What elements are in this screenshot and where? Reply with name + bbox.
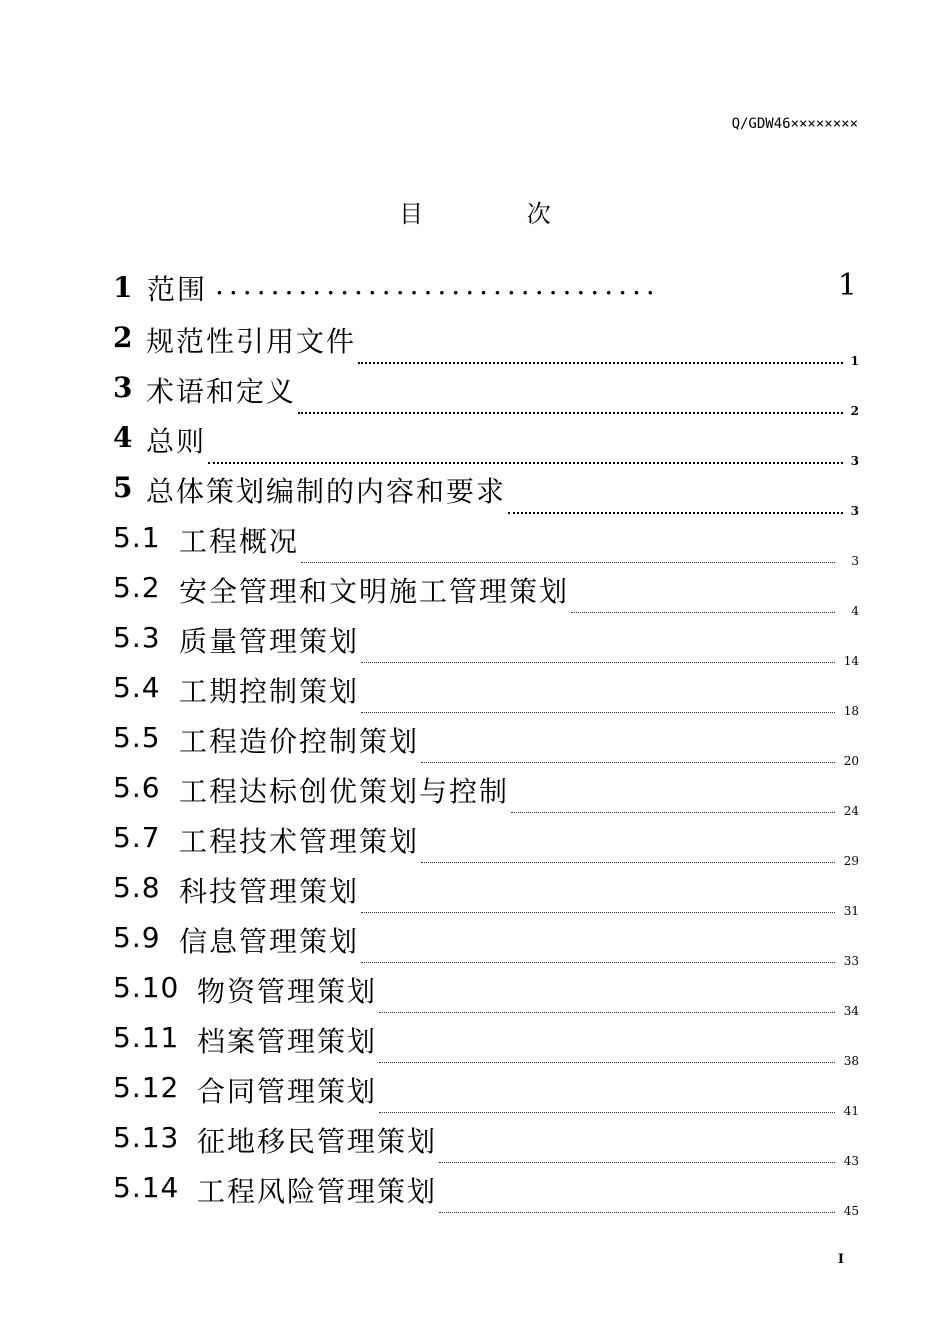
- toc-entry-title: 物资管理策划: [197, 975, 378, 1008]
- toc-entry-title: 总体策划编制的内容和要求: [146, 475, 507, 508]
- toc-entry-number: 5.7: [113, 821, 161, 854]
- toc-leader-dots: [421, 862, 835, 863]
- toc-entry[interactable]: [113, 966, 859, 1016]
- toc-entry-page: 1: [850, 354, 859, 368]
- toc-entry[interactable]: [113, 866, 859, 916]
- toc-entry[interactable]: [113, 616, 859, 666]
- toc-entry-title: 工期控制策划: [179, 675, 360, 708]
- toc-entry-title: 工程概况: [179, 525, 300, 558]
- toc-leader-dots: [439, 1162, 835, 1163]
- toc-leader-dots: [421, 762, 835, 763]
- toc-entry-title: 合同管理策划: [197, 1075, 378, 1108]
- toc-entry-number: 4: [113, 421, 133, 454]
- toc-entry-number: 2: [113, 321, 133, 354]
- toc-leader-dots: [511, 812, 835, 813]
- toc-entry-number: 5.5: [113, 721, 161, 754]
- toc-entry[interactable]: [113, 766, 859, 816]
- toc-entry-page: 14: [843, 654, 859, 668]
- toc-entry-page: 1: [837, 268, 857, 303]
- toc-entry-number: 5: [113, 471, 133, 504]
- toc-entry-number: 5.13: [113, 1121, 180, 1154]
- toc-entry-1[interactable]: [113, 266, 859, 316]
- toc-entry-page: 2: [850, 404, 859, 418]
- toc-entry-number: 5.14: [113, 1171, 180, 1204]
- toc-entry-title: 工程造价控制策划: [179, 725, 420, 758]
- toc-entry-number: 5.10: [113, 971, 180, 1004]
- toc-entry-page: 29: [843, 854, 859, 868]
- toc-entry[interactable]: [113, 316, 859, 366]
- toc-entry-title: 安全管理和文明施工管理策划: [179, 575, 570, 608]
- toc-entry-number: 5.8: [113, 871, 161, 904]
- toc-leader-dots: [379, 1062, 835, 1063]
- toc-entry-title: 征地移民管理策划: [197, 1125, 438, 1158]
- toc-entry-number: 5.11: [113, 1021, 180, 1054]
- toc-entry-number: 5.9: [113, 921, 161, 954]
- toc-entry-number: 5.1: [113, 521, 161, 554]
- toc-entry-page: 38: [843, 1054, 859, 1068]
- toc-leader-dots: [379, 1112, 835, 1113]
- toc-entry[interactable]: [113, 566, 859, 616]
- toc-leader-dots: [301, 562, 835, 563]
- toc-leader-dots: [379, 1012, 835, 1013]
- toc-entry[interactable]: [113, 916, 859, 966]
- toc-entry-title: 工程风险管理策划: [197, 1175, 438, 1208]
- toc-leader-dots: [571, 612, 835, 613]
- toc-title: 目 次: [399, 200, 599, 228]
- toc-entry-title: 工程技术管理策划: [179, 825, 420, 858]
- toc-entry-page: 18: [843, 704, 859, 718]
- toc-entry[interactable]: [113, 666, 859, 716]
- toc-leader-dots: [361, 712, 835, 713]
- toc-entry-page: 31: [843, 904, 859, 918]
- toc-entry-page: 45: [843, 1204, 859, 1218]
- toc-entry[interactable]: [113, 1166, 859, 1216]
- toc-leader-dots: [439, 1212, 835, 1213]
- toc-entry-page: 34: [843, 1004, 859, 1018]
- toc-entry-page: 3: [850, 504, 859, 518]
- toc-entry[interactable]: [113, 1016, 859, 1066]
- toc-entry-page: 3: [850, 454, 859, 468]
- toc-entry-page: 3: [851, 554, 859, 568]
- toc-leader-dots: [361, 962, 835, 963]
- toc-entry-page: 20: [843, 754, 859, 768]
- toc-entry-title: 档案管理策划: [197, 1025, 378, 1058]
- toc-entry-title: 术语和定义: [146, 375, 297, 408]
- toc-entry-number: 5.2: [113, 571, 161, 604]
- toc-leader-dots: [298, 412, 843, 414]
- toc-leader-dots: ................................: [215, 268, 660, 301]
- toc-entry[interactable]: [113, 1116, 859, 1166]
- toc-entry-page: 33: [843, 954, 859, 968]
- toc-entry-title: 信息管理策划: [179, 925, 360, 958]
- toc-entry-number: 5.12: [113, 1071, 180, 1104]
- toc-leader-dots: [358, 362, 843, 364]
- toc-entry[interactable]: [113, 366, 859, 416]
- document-code: Q/GDW46××××××××: [731, 116, 858, 132]
- toc-entry-number: 1: [113, 271, 133, 304]
- toc-entry-title: 科技管理策划: [179, 875, 360, 908]
- toc-entry-title: 范围: [147, 273, 208, 306]
- toc-leader-dots: [208, 462, 843, 464]
- toc-entry-title: 质量管理策划: [179, 625, 360, 658]
- toc-entry[interactable]: [113, 516, 859, 566]
- toc-entry[interactable]: [113, 466, 859, 516]
- page-number: I: [837, 1252, 844, 1267]
- table-of-contents: [113, 266, 859, 1216]
- toc-entry[interactable]: [113, 1066, 859, 1116]
- toc-entry[interactable]: [113, 416, 859, 466]
- toc-entry-page: 4: [851, 604, 859, 618]
- toc-entry-page: 24: [843, 804, 859, 818]
- toc-entry-title: 总则: [146, 425, 207, 458]
- toc-leader-dots: [508, 512, 843, 514]
- toc-entry-number: 5.3: [113, 621, 161, 654]
- toc-entry-number: 5.6: [113, 771, 161, 804]
- toc-leader-dots: [361, 662, 835, 663]
- toc-entry[interactable]: [113, 816, 859, 866]
- toc-entry[interactable]: [113, 716, 859, 766]
- toc-entry-page: 43: [843, 1154, 859, 1168]
- toc-leader-dots: [361, 912, 835, 913]
- toc-entry-number: 5.4: [113, 671, 161, 704]
- toc-entry-title: 规范性引用文件: [146, 325, 357, 358]
- toc-entry-page: 41: [843, 1104, 859, 1118]
- toc-entry-number: 3: [113, 371, 133, 404]
- toc-entry-title: 工程达标创优策划与控制: [179, 775, 510, 808]
